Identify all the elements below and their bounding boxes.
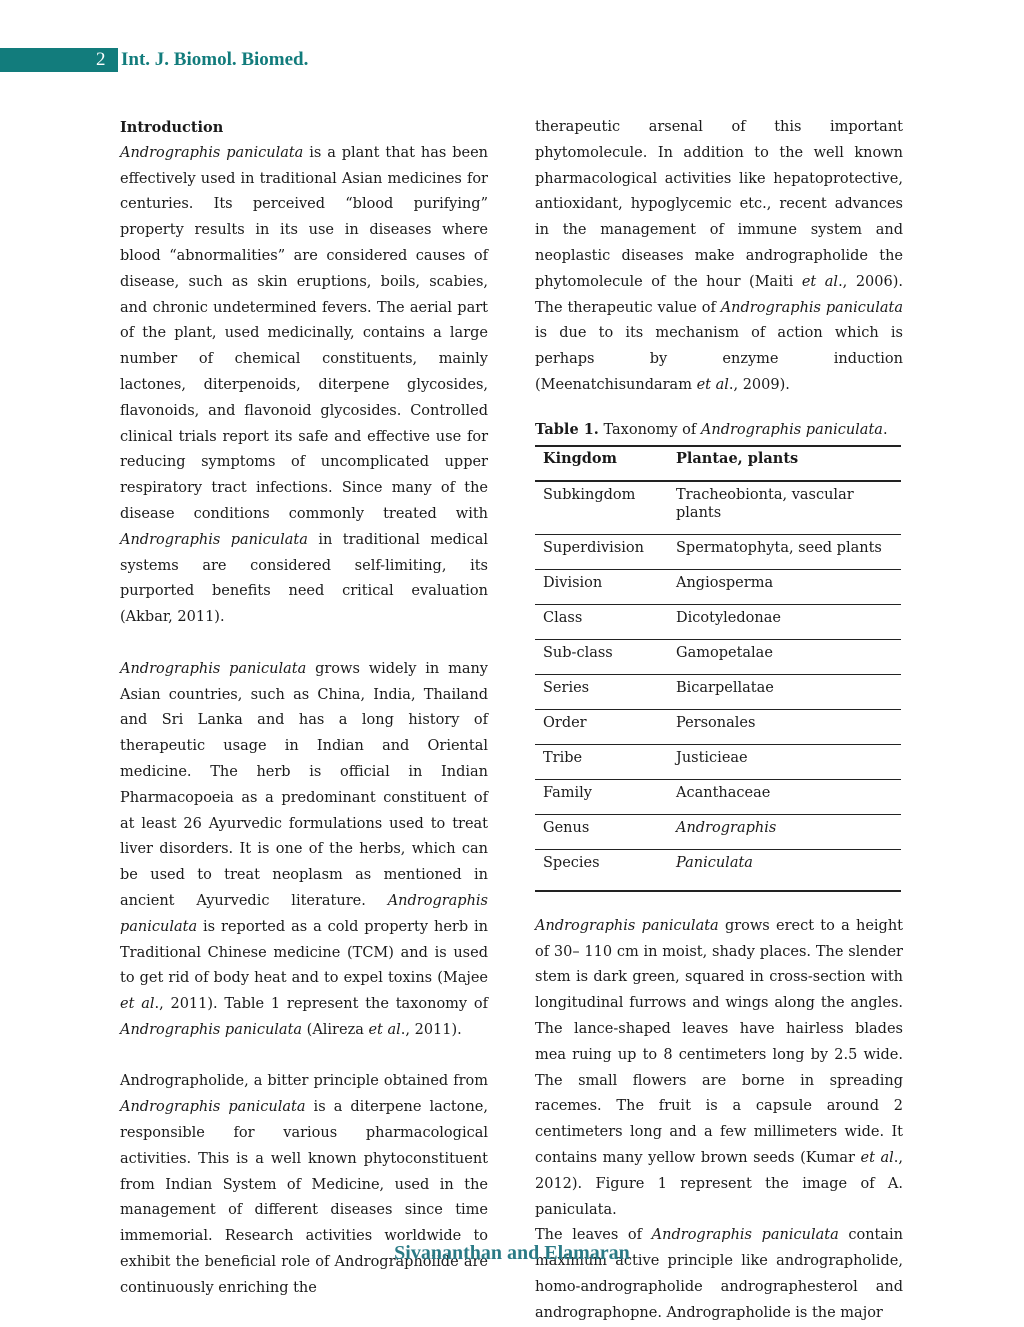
- paragraph-morphology: Andrographis paniculata grows erect to a height of 30– 110 cm in moist, shady places. The slender stem is dark green, squared in cross-section with longitudinal furrows and wings along the angles. The lance-shaped leaves have hairless blades mea ruing up to 8 centimeters long by 2.5 wide. The small flowers are borne in spreading racemes. The fruit is a capsule around 2 centimeters long and a few millimeters wide. It contains many yellow brown seeds (Kumar et al., 2012). Figure 1 represent the image of A. paniculata.: [535, 917, 903, 1218]
- table-header-cell: Plantae, plants: [668, 446, 901, 481]
- table-header-cell: Kingdom: [535, 446, 668, 481]
- taxon-cell: Angiosperma: [668, 569, 901, 604]
- rank-cell: Division: [535, 569, 668, 604]
- table-row: [535, 604, 901, 639]
- paragraph-arsenal: therapeutic arsenal of this important phytomolecule. In addition to the well known pharmacological activities like hepatoprotective, antioxidant, hypoglycemic etc., recent advances in the management of immune system and neoplastic diseases make andrographolide the phytomolecule of the hour (Maiti et al., 2006). The therapeutic value of Andrographis paniculata is due to its mechanism of action which is perhaps by enzyme induction (Meenatchisundaram et al., 2009).: [535, 119, 903, 393]
- page-number: 2: [96, 49, 106, 70]
- journal-title: Int. J. Biomol. Biomed.: [121, 49, 309, 70]
- rank-cell: Order: [535, 709, 668, 744]
- table-row: [535, 814, 901, 849]
- table-row: [535, 849, 901, 891]
- taxon-cell: Acanthaceae: [668, 779, 901, 814]
- taxon-cell: Paniculata: [668, 849, 901, 891]
- rank-cell: Subkingdom: [535, 481, 668, 535]
- rank-cell: Species: [535, 849, 668, 891]
- left-column: [120, 115, 488, 1302]
- species-name: Andrographis paniculata: [120, 144, 304, 161]
- table-row: [535, 779, 901, 814]
- rank-cell: Tribe: [535, 744, 668, 779]
- footer-authors: Sivananthan and Elamaran: [394, 1242, 630, 1264]
- table-row: [535, 744, 901, 779]
- rank-cell: Superdivision: [535, 534, 668, 569]
- species-name: Andrographis paniculata: [120, 892, 488, 935]
- right-column: [535, 115, 903, 1327]
- species-name: Andrographis paniculata: [535, 917, 719, 934]
- section-heading: Introduction: [120, 119, 224, 136]
- taxon-cell: Andrographis: [668, 814, 901, 849]
- table-row: [535, 709, 901, 744]
- table-row: [535, 639, 901, 674]
- species-name: Andrographis paniculata: [120, 1021, 303, 1038]
- rank-cell: Sub-class: [535, 639, 668, 674]
- species-name: Andrographis paniculata: [120, 531, 308, 548]
- species-name: Andrographis paniculata: [120, 1099, 306, 1116]
- species-name: Andrographis paniculata: [720, 299, 903, 316]
- paragraph-distribution: Andrographis paniculata grows widely in many Asian countries, such as China, India, Thailand and Sri Lanka and has a long history of therapeutic usage in Indian and Oriental medicine. The herb is official in Indian Pharmacopoeia as a predominant constituent of at least 26 Ayurvedic formulations used to treat liver disorders. It is one of the herbs, which can be used to treat neoplasm as mentioned in ancient Ayurvedic literature. Andrographis paniculata is reported as a cold property herb in Traditional Chinese medicine (TCM) and is used to get rid of body heat and to expel toxins (Majee et al., 2011). Table 1 represent the taxonomy of Andrographis paniculata (Alireza et al., 2011).: [120, 660, 489, 1038]
- paragraph-leaves: The leaves of Andrographis paniculata contain maximum active principle like andrographolide, homo-andrographolide andrographesterol and andrographopne. Andrographolide is the major: [535, 1227, 904, 1321]
- taxon-cell: Tracheobionta, vascular plants: [668, 481, 901, 535]
- taxon-cell: Spermatophyta, seed plants: [668, 534, 901, 569]
- taxon-cell: Justicieae: [668, 744, 901, 779]
- table-row: [535, 569, 901, 604]
- table-row: [535, 481, 901, 535]
- taxon-cell: Bicarpellatae: [668, 674, 901, 709]
- rank-cell: Genus: [535, 814, 668, 849]
- species-name: Andrographis paniculata: [651, 1227, 839, 1244]
- paragraph-andrographolide: Andrographolide, a bitter principle obtained from Andrographis paniculata is a diterpene lactone, responsible for various pharmacological activities. This is a well known phytoconstituent from Indian System of Medicine, used in the management of different diseases since time immemorial. Research activities worldwide to exhibit the beneficial role of Andrographolide are continuously enriching the: [120, 1073, 488, 1296]
- paragraph-intro: Andrographis paniculata is a plant that has been effectively used in traditional Asian medicines for centuries. Its perceived “blood purifying” property results in its use in diseases where blood “abnormalities” are considered causes of disease, such as skin eruptions, boils, scabies, and chronic undetermined fevers. The aerial part of the plant, used medicinally, contains a large number of chemical constituents, mainly lactones, diterpenoids, diterpene glycosides, flavonoids, and flavonoid glycosides. Controlled clinical trials report its safe and effective use for reducing symptoms of uncomplicated upper respiratory tract infections. Since many of the disease conditions commonly treated with Andrographis paniculata in traditional medical systems are considered self-limiting, its purported benefits need critical evaluation (Akbar, 2011).: [120, 144, 488, 626]
- taxon-cell: Personales: [668, 709, 901, 744]
- species-name: Andrographis paniculata: [120, 660, 307, 677]
- table-caption: Table 1. Taxonomy of Andrographis paniculata.: [535, 420, 888, 438]
- rank-cell: Class: [535, 604, 668, 639]
- taxon-cell: Gamopetalae: [668, 639, 901, 674]
- table-row: [535, 534, 901, 569]
- taxonomy-table: [535, 445, 901, 892]
- rank-cell: Family: [535, 779, 668, 814]
- table-header-row: [535, 446, 901, 481]
- rank-cell: Series: [535, 674, 668, 709]
- taxon-cell: Dicotyledonae: [668, 604, 901, 639]
- table-row: [535, 674, 901, 709]
